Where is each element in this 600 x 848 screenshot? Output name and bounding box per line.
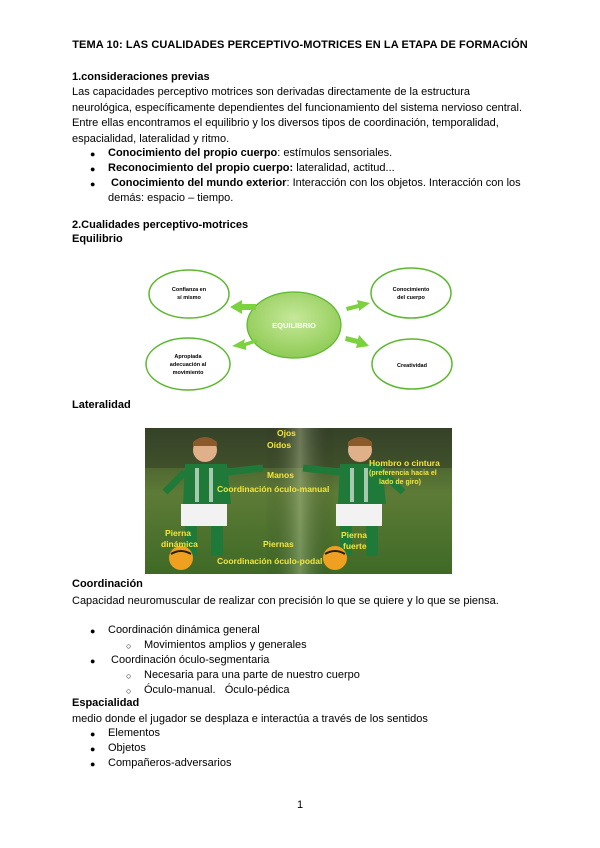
section1-paragraph (72, 85, 534, 147)
list-item-text: Óculo-manual. Óculo-pédica (144, 684, 290, 696)
node-label: Confianza en (171, 287, 207, 293)
node-label: sí mismo (177, 295, 201, 301)
espacialidad-list (90, 726, 540, 771)
list-item (90, 726, 540, 741)
label-pref1: (preferencia hacia el (369, 470, 437, 477)
list-item-continuation (90, 191, 540, 206)
bullet-icon: ● (90, 164, 96, 174)
list-item (90, 756, 540, 771)
list-item (90, 146, 540, 161)
circle-bullet-icon: ○ (126, 671, 132, 681)
section1-heading: 1.consideraciones previas (72, 71, 210, 83)
bullet-bold-text: Reconocimiento del propio cuerpo: (108, 162, 294, 174)
list-item-text: Objetos (108, 742, 146, 754)
coordinacion-text: Capacidad neuromuscular de realizar con precisión lo que se quiere y lo que se piensa. (72, 595, 499, 607)
lateralidad-photo (145, 428, 452, 574)
list-item-text: Coordinación dinámica general (108, 624, 260, 636)
arrow-left-down (232, 339, 258, 350)
arrow-right-up (346, 300, 370, 311)
center-label: EQUILIBRIO (272, 321, 316, 330)
equilibrio-diagram (144, 260, 454, 395)
circle-bullet-icon: ○ (126, 641, 132, 651)
subheading-espacialidad: Espacialidad (72, 697, 140, 709)
subheading-coordinacion: Coordinación (72, 578, 143, 590)
list-item-text: Elementos (108, 727, 160, 739)
bullet-icon: ● (90, 744, 96, 754)
subheading-equilibrio: Equilibrio (72, 233, 123, 245)
bullet-bold-text: Conocimiento del mundo exterior (108, 177, 287, 189)
bullet-icon: ● (90, 626, 96, 636)
bullet-text: lateralidad, actitud... (293, 162, 395, 174)
label-pierna-din2: dinámica (161, 539, 198, 549)
section2-heading: 2.Cualidades perceptivo-motrices (72, 219, 249, 231)
label-manos: Manos (267, 470, 294, 480)
circle-bullet-icon: ○ (126, 686, 132, 696)
node-label: Apropiada (174, 354, 202, 360)
label-oidos: Oídos (267, 440, 292, 450)
node-label: Creatividad (397, 363, 427, 369)
bullet-icon: ● (90, 179, 96, 189)
coordinacion-list (90, 623, 540, 698)
paragraph-line: Las capacidades perceptivo motrices son derivadas directamente de la estructura (72, 86, 471, 98)
label-ojos: Ojos (277, 428, 296, 438)
bullet-bold-text: Conocimiento del propio cuerpo (108, 147, 278, 159)
list-item (90, 623, 540, 638)
bullet-text: : estímulos sensoriales. (277, 147, 393, 159)
paragraph-line: espacialidad, lateralidad y ritmo. (72, 132, 230, 145)
list-item-text: Movimientos amplios y generales (144, 639, 307, 651)
espacialidad-text: medio donde el jugador se desplaza e interactúa a través de los sentidos (72, 713, 428, 725)
page-title: TEMA 10: LAS CUALIDADES PERCEPTIVO-MOTRICES EN LA ETAPA DE FORMACIÓN (72, 39, 528, 51)
bullet-icon: ● (90, 656, 96, 666)
label-coord-podal: Coordinación óculo-podal (217, 556, 323, 566)
node-label: del cuerpo (397, 295, 425, 301)
bullet-icon: ● (90, 729, 96, 739)
node-label: Conocimiento (392, 287, 430, 293)
list-item (90, 741, 540, 756)
arrow-right-down (345, 335, 369, 348)
node-confianza (149, 270, 229, 318)
sub-list-item (90, 668, 540, 683)
paragraph-line: neurológica, específicamente dependientes del funcionamiento del sistema nervioso central. (72, 101, 523, 114)
bullet-icon: ● (90, 149, 96, 159)
node-label: movimiento (172, 370, 204, 376)
label-coord-manual: Coordinación óculo-manual (217, 484, 330, 494)
bullet-icon: ● (90, 759, 96, 769)
label-pierna-fue2: fuerte (343, 541, 367, 551)
page-number: 1 (296, 799, 304, 811)
sub-list-item (90, 638, 540, 653)
subheading-lateralidad: Lateralidad (72, 399, 131, 411)
bullet-text: demás: espacio – tiempo. (108, 192, 234, 204)
bullet-list-1 (90, 146, 540, 206)
node-conocimiento (371, 268, 451, 318)
list-item (90, 653, 540, 668)
paragraph-line: Entre ellas encontramos el equilibrio y los diversos tipos de coordinación, temporalidad, (72, 117, 499, 129)
sub-list-item (90, 683, 540, 698)
bullet-text: : Interacción con los objetos. Interacción con los (286, 177, 521, 189)
label-piernas: Piernas (263, 539, 294, 549)
list-item-text: Compañeros-adversarios (108, 757, 232, 769)
node-label: adecuación al (169, 362, 207, 368)
label-pref2: lado de giro) (379, 479, 421, 486)
list-item-text: Coordinación óculo-segmentaria (108, 654, 270, 666)
label-pierna-din1: Pierna (165, 528, 191, 538)
label-hombro: Hombro o cintura (369, 458, 440, 468)
label-pierna-fue1: Pierna (341, 530, 367, 540)
list-item (90, 176, 540, 191)
list-item (90, 161, 540, 176)
list-item-text: Necesaria para una parte de nuestro cuerpo (144, 669, 360, 681)
